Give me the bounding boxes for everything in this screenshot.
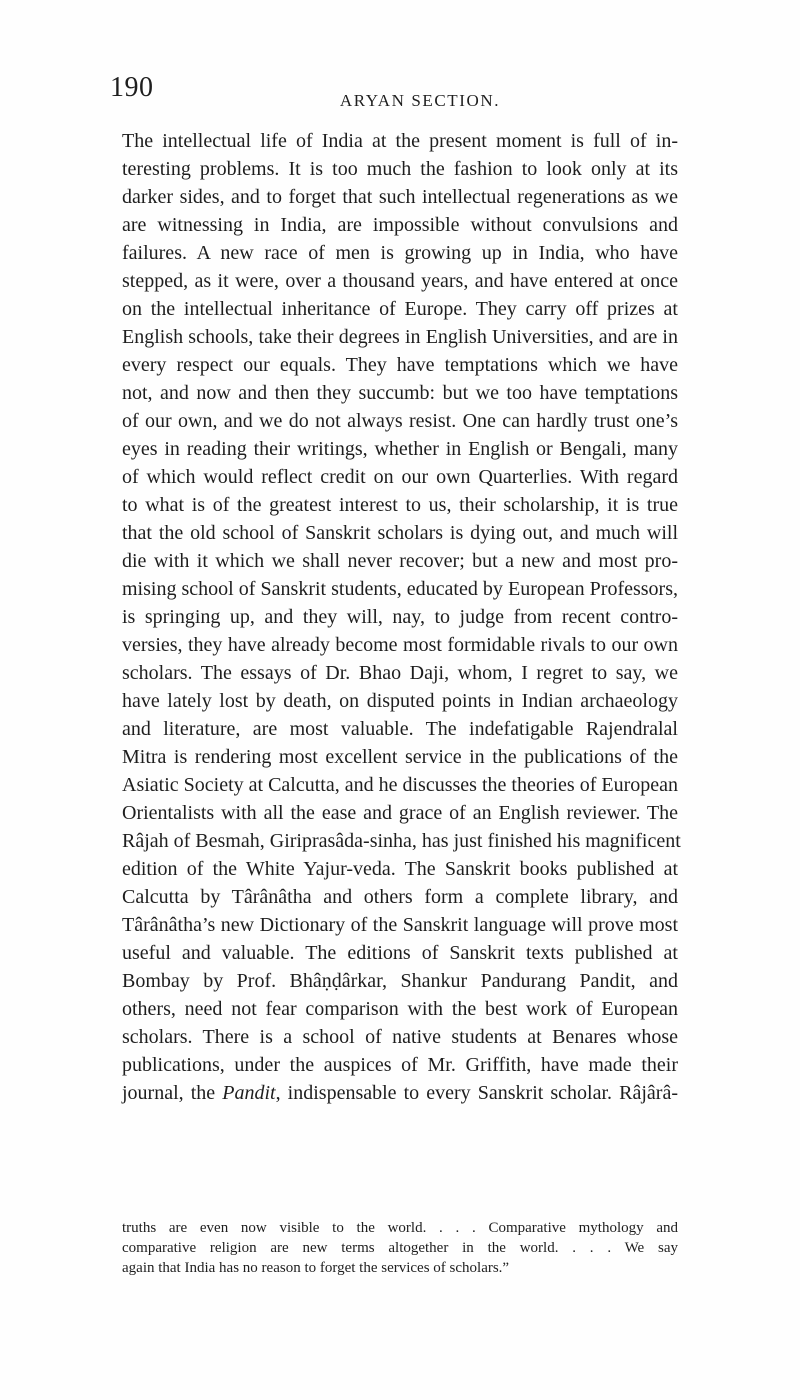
body-line: of our own, and we do not always resist. One can hardly trust one’s (122, 410, 678, 432)
body-line: publications, under the auspices of Mr. Griffith, have made their (122, 1054, 678, 1076)
body-line: Târânâtha’s new Dictionary of the Sanskrit language will prove most (122, 914, 678, 936)
body-line: Bombay by Prof. Bhâṇḍârkar, Shankur Pandurang Pandit, and (122, 970, 678, 992)
body-line: darker sides, and to forget that such intellectual regenerations as we (122, 186, 678, 208)
body-line: scholars. There is a school of native students at Benares whose (122, 1026, 678, 1048)
body-line: that the old school of Sanskrit scholars is dying out, and much will (122, 522, 678, 544)
body-line: stepped, as it were, over a thousand years, and have entered at once (122, 270, 678, 292)
body-line: Râjah of Besmah, Giriprasâda-sinha, has just finished his magnificent (122, 830, 681, 852)
body-line: on the intellectual inheritance of Europe. They carry off prizes at (122, 298, 678, 320)
body-line: not, and now and then they succumb: but we too have temptations (122, 382, 678, 404)
body-line: are witnessing in India, are impossible without convulsions and (122, 214, 678, 236)
running-head: ARYAN SECTION. (339, 91, 501, 110)
body-line: Calcutta by Târânâtha and others form a complete library, and (122, 886, 678, 908)
body-line: Mitra is rendering most excellent service in the publications of the (122, 746, 678, 768)
journal-title-italic: Pandit (222, 1082, 276, 1104)
footnote (122, 1218, 678, 1278)
body-line: English schools, take their degrees in English Universities, and are in (122, 326, 678, 348)
body-line: Asiatic Society at Calcutta, and he discusses the theories of European (122, 774, 678, 796)
body-line: The intellectual life of India at the present moment is full of in- (122, 130, 678, 152)
footnote-line: again that India has no reason to forget the services of scholars.” (122, 1260, 510, 1276)
body-line: is springing up, and they will, nay, to judge from recent contro- (122, 606, 678, 628)
body-text-fragment: , indispensable to every Sanskrit scholar. Râjârâ- (275, 1082, 678, 1104)
footnote-line: comparative religion are new terms altogether in the world. . . . We say (122, 1240, 678, 1256)
body-line: Orientalists with all the ease and grace of an English reviewer. The (122, 802, 678, 824)
page-number: 190 (110, 72, 154, 103)
body-line: failures. A new race of men is growing up in India, who have (122, 242, 678, 264)
body-line: others, need not fear comparison with the best work of European (122, 998, 678, 1020)
body-line: to what is of the greatest interest to us, their scholarship, it is true (122, 494, 678, 516)
body-line: mising school of Sanskrit students, educated by European Professors, (122, 578, 678, 600)
body-paragraph (122, 127, 681, 1107)
body-line: useful and valuable. The editions of Sanskrit texts published at (122, 942, 678, 964)
body-line: eyes in reading their writings, whether in English or Bengali, many (122, 438, 678, 460)
body-line-with-italic (122, 1079, 678, 1107)
body-line: edition of the White Yajur-veda. The Sanskrit books published at (122, 858, 678, 880)
body-line: of which would reflect credit on our own Quarterlies. With regard (122, 466, 678, 488)
body-line: teresting problems. It is too much the fashion to look only at its (122, 158, 678, 180)
body-line: versies, they have already become most formidable rivals to our own (122, 634, 678, 656)
footnote-line: truths are even now visible to the world. . . . Comparative mythology and (122, 1220, 678, 1236)
body-line: die with it which we shall never recover; but a new and most pro- (122, 550, 678, 572)
body-line: have lately lost by death, on disputed points in Indian archaeology (122, 690, 678, 712)
body-line: and literature, are most valuable. The indefatigable Rajendralal (122, 718, 678, 740)
body-line: scholars. The essays of Dr. Bhao Daji, whom, I regret to say, we (122, 662, 678, 684)
body-text-fragment: journal, the (122, 1082, 223, 1104)
body-line: every respect our equals. They have temptations which we have (122, 354, 678, 376)
